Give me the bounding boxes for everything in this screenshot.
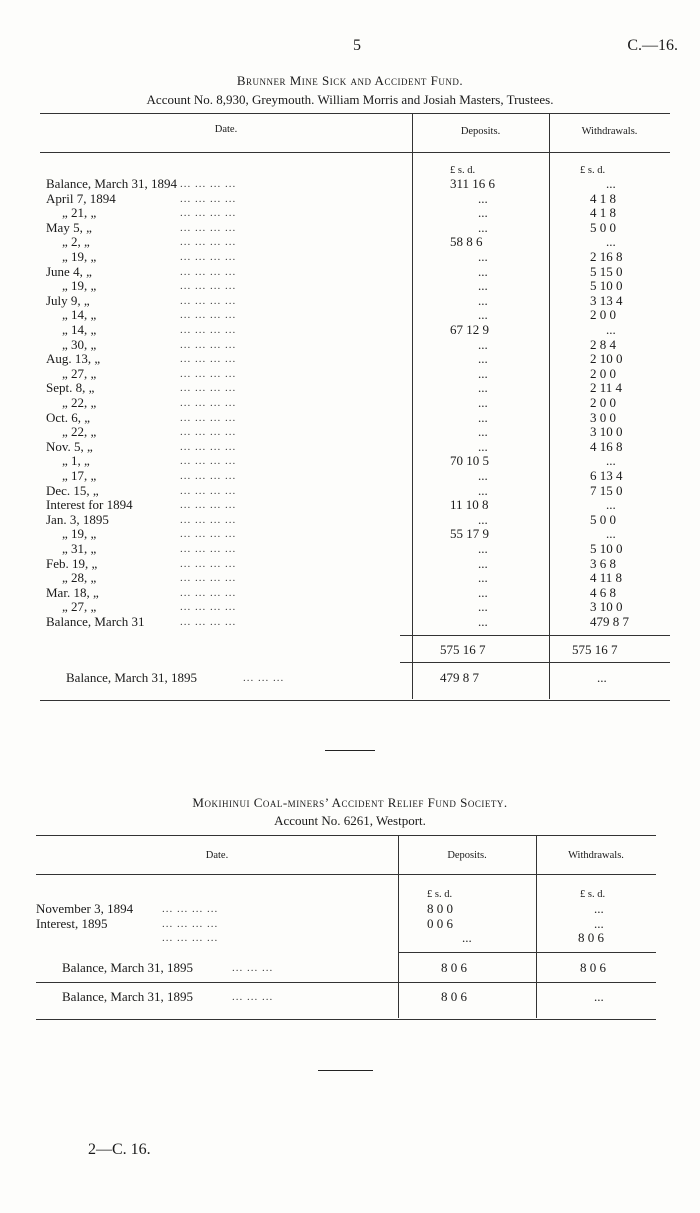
table-row xyxy=(0,902,700,916)
leader-dots: ... ... ... ... xyxy=(180,499,237,512)
brunner-total-top-rule xyxy=(400,635,670,636)
table-row xyxy=(0,192,700,206)
leader-dots: ... ... ... ... xyxy=(180,207,237,220)
table-row xyxy=(0,557,700,571)
mokihinui-units-row xyxy=(0,888,700,902)
brunner-withdrawals-header: Withdrawals. xyxy=(581,126,638,137)
withdrawals-units: £ s. d. xyxy=(580,165,606,176)
brunner-subtitle: Account No. 8,930, Greymouth. William Morris and Josiah Masters, Trustees. xyxy=(146,92,554,107)
row-deposit: ... xyxy=(478,263,488,279)
row-withdrawal: 2 0 0 xyxy=(590,365,616,381)
row-date: Interest for 1894 xyxy=(46,497,133,513)
row-withdrawal: 4 11 8 xyxy=(590,570,623,586)
row-date: „ 1, „ xyxy=(62,453,90,469)
mokihinui-date-header: Date. xyxy=(205,850,229,861)
brunner-total-row xyxy=(0,643,700,657)
row-deposit: ... xyxy=(478,190,488,206)
table-row xyxy=(0,513,700,527)
leader-dots: ... ... ... ... xyxy=(180,338,237,351)
leader-dots: ... ... ... ... xyxy=(180,309,237,322)
row-deposit: ... xyxy=(478,482,488,498)
row-date: Jan. 3, 1895 xyxy=(46,511,109,527)
row-date: „ 2, „ xyxy=(62,234,90,250)
row-withdrawal: ... xyxy=(606,322,616,337)
row-date: Nov. 5, „ xyxy=(46,438,93,454)
row-withdrawal: ... xyxy=(606,234,616,250)
leader-dots: ... ... ... ... xyxy=(180,367,237,380)
row-withdrawal: 4 6 8 xyxy=(590,584,616,600)
mokihinui-total-deposits: 8 0 6 xyxy=(441,960,467,975)
leader-dots: ... ... ... ... xyxy=(180,513,237,526)
row-date: Sept. 8, „ xyxy=(46,380,95,396)
row-deposit: ... xyxy=(478,599,488,615)
row-date: „ 27, „ xyxy=(62,365,97,381)
row-deposit: ... xyxy=(478,424,488,440)
row-withdrawal: 5 15 0 xyxy=(590,263,623,279)
table-row xyxy=(0,381,700,395)
table-row xyxy=(0,600,700,614)
row-deposit: ... xyxy=(478,511,488,527)
table-row xyxy=(0,367,700,381)
row-deposit: ... xyxy=(478,205,488,221)
mokihinui-withdrawals-header: Withdrawals. xyxy=(568,850,624,861)
row-withdrawal: 7 15 0 xyxy=(590,482,623,498)
leader-dots: ... ... ... ... xyxy=(162,903,219,915)
table-row xyxy=(0,396,700,410)
table-row xyxy=(0,440,700,454)
mokihinui-balance-rule xyxy=(36,982,656,983)
brunner-header-rule xyxy=(40,152,670,153)
leader-dots: ... ... ... ... xyxy=(180,455,237,468)
row-date: „ 19, „ xyxy=(62,249,97,264)
row-date: April 7, 1894 xyxy=(46,190,116,206)
row-deposit: ... xyxy=(478,307,488,323)
row-deposit: 11 10 8 xyxy=(450,497,489,513)
row-withdrawal: 3 10 0 xyxy=(590,599,623,615)
withdrawals-units: £ s. d. xyxy=(580,889,606,900)
leader-dots: ... ... ... ... xyxy=(180,178,237,190)
leader-dots: ... ... ... xyxy=(243,672,285,684)
row-deposit: 8 0 0 xyxy=(427,901,453,916)
row-withdrawal: 5 10 0 xyxy=(590,278,623,294)
row-deposit: ... xyxy=(478,380,488,396)
leader-dots: ... ... ... ... xyxy=(180,601,237,614)
row-deposit: 55 17 9 xyxy=(450,526,489,542)
row-date: Interest, 1895 xyxy=(36,915,108,931)
brunner-closing-label: Balance, March 31, 1895 xyxy=(66,670,198,685)
mokihinui-header-rule xyxy=(36,874,656,875)
row-withdrawal: 3 13 4 xyxy=(590,292,623,308)
row-date: Balance, March 31 xyxy=(46,614,145,629)
row-withdrawal: 2 0 0 xyxy=(590,307,616,323)
row-deposit: ... xyxy=(478,555,488,571)
row-date: Mar. 18, „ xyxy=(46,584,99,600)
mokihinui-top-rule xyxy=(36,835,656,836)
leader-dots: ... ... ... ... xyxy=(180,557,237,570)
row-withdrawal: 2 8 4 xyxy=(590,336,616,352)
row-withdrawal: 5 10 0 xyxy=(590,541,623,556)
row-date: Feb. 19, „ xyxy=(46,555,98,571)
brunner-title: Brunner Mine Sick and Accident Fund. xyxy=(236,73,464,88)
row-deposit: ... xyxy=(478,365,488,381)
leader-dots: ... ... ... ... xyxy=(162,917,219,930)
row-deposit: 58 8 6 xyxy=(450,234,483,250)
table-row xyxy=(0,265,700,279)
row-withdrawal: 5 0 0 xyxy=(590,511,616,527)
mokihinui-closing-row xyxy=(0,990,700,1004)
leader-dots: ... ... ... ... xyxy=(162,932,219,944)
row-date: „ 17, „ xyxy=(62,468,97,483)
leader-dots: ... ... ... ... xyxy=(180,484,237,497)
mokihinui-closing-label: Balance, March 31, 1895 xyxy=(62,989,194,1004)
row-deposit: ... xyxy=(478,438,488,454)
leader-dots: ... ... ... ... xyxy=(180,586,237,599)
mokihinui-total-label: Balance, March 31, 1895 xyxy=(62,960,194,975)
mokihinui-total-top-rule xyxy=(398,952,656,953)
row-date: „ 30, „ xyxy=(62,336,97,352)
row-date: May 5, „ xyxy=(46,219,92,235)
row-date: July 9, „ xyxy=(46,292,90,308)
row-withdrawal: 479 8 7 xyxy=(590,614,629,629)
table-row xyxy=(0,206,700,220)
leader-dots: ... ... ... xyxy=(232,962,274,974)
row-date: „ 27, „ xyxy=(62,599,97,615)
row-withdrawal: 2 11 4 xyxy=(590,380,623,396)
leader-dots: ... ... ... ... xyxy=(180,221,237,234)
page-number: 5 xyxy=(353,37,361,54)
row-deposit: ... xyxy=(478,249,488,264)
document-reference: C.—16. xyxy=(627,37,678,54)
leader-dots: ... ... ... ... xyxy=(180,382,237,395)
row-withdrawal: 4 1 8 xyxy=(590,190,616,206)
table-row xyxy=(0,586,700,600)
table-row xyxy=(0,235,700,249)
footer-signature: 2—C. 16. xyxy=(88,1141,151,1158)
leader-dots: ... ... ... ... xyxy=(180,411,237,424)
leader-dots: ... ... ... ... xyxy=(180,192,237,205)
row-deposit: ... xyxy=(478,584,488,600)
row-date: June 4, „ xyxy=(46,263,92,279)
row-withdrawal: 3 6 8 xyxy=(590,555,616,571)
row-withdrawal: 2 16 8 xyxy=(590,249,623,264)
table-row xyxy=(0,279,700,293)
table-row xyxy=(0,308,700,322)
row-deposit: ... xyxy=(478,570,488,586)
row-date: „ 21, „ xyxy=(62,205,97,221)
row-date: „ 14, „ xyxy=(62,322,97,337)
mokihinui-total-withdrawals: 8 0 6 xyxy=(580,960,606,975)
brunner-date-header: Date. xyxy=(214,124,238,135)
mokihinui-closing-withdrawals: ... xyxy=(594,989,604,1004)
row-deposit: ... xyxy=(462,930,472,945)
brunner-closing-deposits: 479 8 7 xyxy=(440,670,479,685)
row-deposit: ... xyxy=(478,395,488,410)
row-withdrawal: ... xyxy=(606,453,616,469)
table-row xyxy=(0,425,700,439)
brunner-bottom-rule xyxy=(40,700,670,701)
row-deposit: ... xyxy=(478,409,488,425)
leader-dots: ... ... ... ... xyxy=(180,251,237,263)
leader-dots: ... ... ... ... xyxy=(180,572,237,585)
row-withdrawal: ... xyxy=(606,526,616,542)
row-withdrawal: ... xyxy=(594,901,604,916)
brunner-closing-row xyxy=(0,671,700,685)
mokihinui-subtitle: Account No. 6261, Westport. xyxy=(274,813,426,828)
brunner-total-deposits: 575 16 7 xyxy=(440,642,486,657)
table-row xyxy=(0,323,700,337)
table-row xyxy=(0,454,700,468)
row-date: „ 19, „ xyxy=(62,278,97,294)
leader-dots: ... ... ... ... xyxy=(180,470,237,482)
table-row xyxy=(0,527,700,541)
leader-dots: ... ... ... xyxy=(232,991,274,1003)
table-row xyxy=(0,571,700,585)
row-deposit: ... xyxy=(478,468,488,483)
leader-dots: ... ... ... ... xyxy=(180,280,237,293)
row-withdrawal: ... xyxy=(606,176,616,191)
row-deposit: ... xyxy=(478,292,488,308)
table-row xyxy=(0,917,700,931)
row-withdrawal: 3 0 0 xyxy=(590,409,616,425)
leader-dots: ... ... ... ... xyxy=(180,397,237,409)
row-deposit: ... xyxy=(478,219,488,235)
leader-dots: ... ... ... ... xyxy=(180,324,237,336)
row-date: „ 28, „ xyxy=(62,570,97,586)
leader-dots: ... ... ... ... xyxy=(180,616,237,628)
row-date: Balance, March 31, 1894 xyxy=(46,176,178,191)
table-row xyxy=(0,177,700,191)
mokihinui-bottom-rule xyxy=(36,1019,656,1020)
row-date: „ 22, „ xyxy=(62,424,97,440)
row-deposit: ... xyxy=(478,336,488,352)
mokihinui-total-row xyxy=(0,961,700,975)
row-withdrawal: 6 13 4 xyxy=(590,468,623,483)
row-withdrawal: 4 1 8 xyxy=(590,205,616,221)
row-date: „ 19, „ xyxy=(62,526,97,542)
table-row xyxy=(0,221,700,235)
row-date: Dec. 15, „ xyxy=(46,482,99,498)
table-row xyxy=(0,352,700,366)
table-row xyxy=(0,250,700,264)
row-date: November 3, 1894 xyxy=(36,901,134,916)
section-separator xyxy=(325,750,375,751)
deposits-units: £ s. d. xyxy=(450,165,476,176)
leader-dots: ... ... ... ... xyxy=(180,426,237,439)
row-withdrawal: 8 0 6 xyxy=(578,930,604,945)
row-deposit: ... xyxy=(478,278,488,294)
leader-dots: ... ... ... ... xyxy=(180,353,237,366)
brunner-total-bottom-rule xyxy=(400,662,670,663)
mokihinui-deposits-header: Deposits. xyxy=(447,850,487,861)
row-date: Oct. 6, „ xyxy=(46,409,91,425)
row-withdrawal: 2 0 0 xyxy=(590,395,616,410)
leader-dots: ... ... ... ... xyxy=(180,236,237,249)
row-withdrawal: 5 0 0 xyxy=(590,219,616,235)
row-deposit: 311 16 6 xyxy=(450,176,496,191)
table-row xyxy=(0,294,700,308)
table-row xyxy=(0,484,700,498)
brunner-total-withdrawals: 575 16 7 xyxy=(572,642,618,657)
row-date: „ 22, „ xyxy=(62,395,97,410)
table-row xyxy=(0,931,700,945)
mokihinui-title: Mokihinui Coal-miners’ Accident Relief Fund Society. xyxy=(192,795,508,810)
brunner-deposits-header: Deposits. xyxy=(460,126,501,137)
leader-dots: ... ... ... ... xyxy=(180,440,237,453)
table-row xyxy=(0,469,700,483)
brunner-top-rule xyxy=(40,113,670,114)
leader-dots: ... ... ... ... xyxy=(180,294,237,307)
row-date: Aug. 13, „ xyxy=(46,351,101,367)
table-row xyxy=(0,338,700,352)
mokihinui-closing-deposits: 8 0 6 xyxy=(441,989,467,1004)
section-separator xyxy=(318,1070,373,1071)
row-date: „ 14, „ xyxy=(62,307,97,323)
leader-dots: ... ... ... ... xyxy=(180,528,237,541)
row-deposit: ... xyxy=(478,541,488,556)
row-withdrawal: ... xyxy=(594,915,604,931)
leader-dots: ... ... ... ... xyxy=(180,543,237,555)
row-withdrawal: 2 10 0 xyxy=(590,351,623,367)
row-deposit: ... xyxy=(478,351,488,367)
leader-dots: ... ... ... ... xyxy=(180,265,237,278)
table-row xyxy=(0,498,700,512)
brunner-closing-withdrawals: ... xyxy=(597,670,607,685)
row-withdrawal: ... xyxy=(606,497,616,513)
row-withdrawal: 3 10 0 xyxy=(590,424,623,440)
row-deposit: 0 0 6 xyxy=(427,915,453,931)
table-row xyxy=(0,615,700,629)
row-deposit: ... xyxy=(478,614,488,629)
row-date: „ 31, „ xyxy=(62,541,97,556)
row-deposit: 67 12 9 xyxy=(450,322,489,337)
table-row xyxy=(0,411,700,425)
deposits-units: £ s. d. xyxy=(427,889,453,900)
row-withdrawal: 4 16 8 xyxy=(590,438,623,454)
row-deposit: 70 10 5 xyxy=(450,453,489,469)
table-row xyxy=(0,542,700,556)
